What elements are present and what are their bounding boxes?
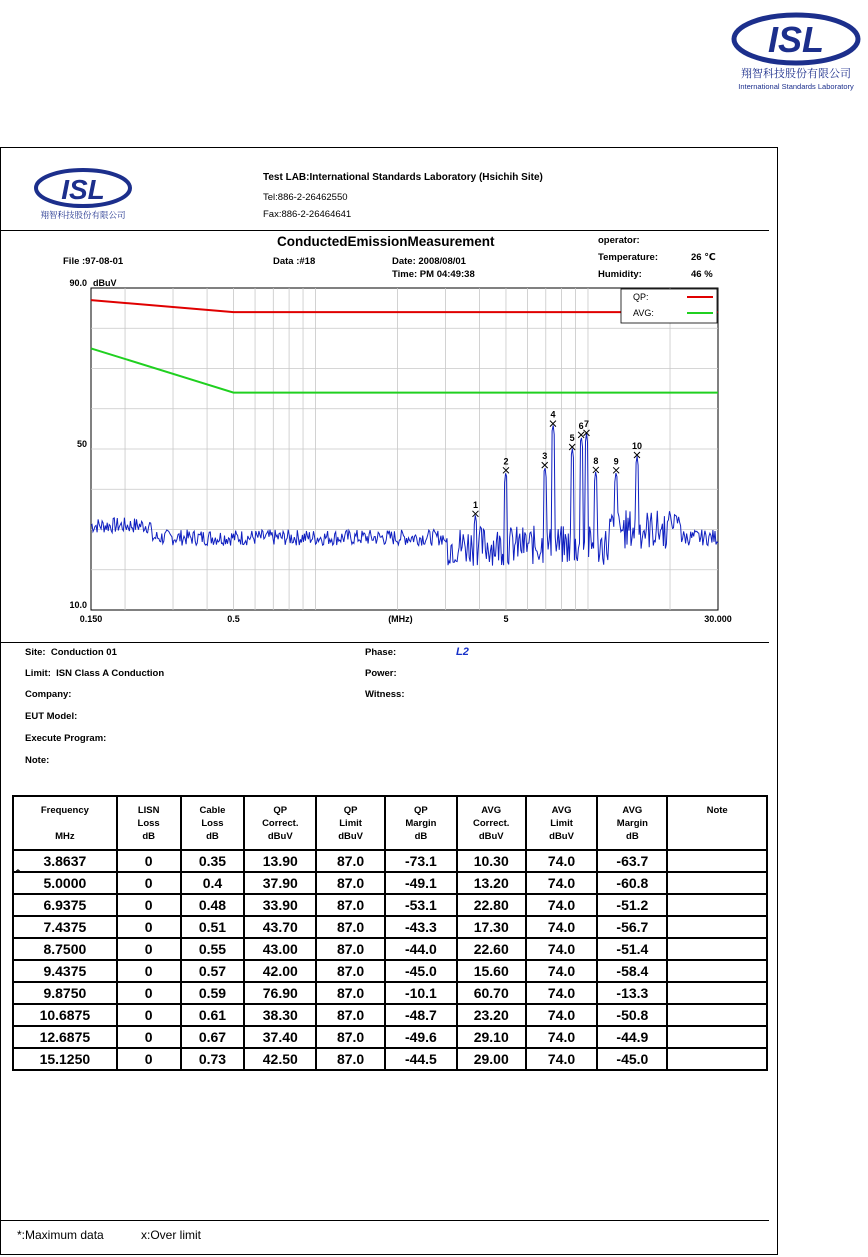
table-cell: 43.00 [244, 938, 316, 960]
x-tick-label: 30.000 [704, 614, 732, 624]
table-row [13, 872, 767, 894]
lab-line: Test LAB:International Standards Laboratory (Hsichih Site) [263, 172, 543, 183]
witness-label: Witness: [365, 689, 405, 700]
table-cell: 0 [117, 1004, 181, 1026]
table-cell: 0 [117, 938, 181, 960]
x-tick-label: 0.150 [79, 614, 103, 624]
table-row [13, 894, 767, 916]
table-cell: -49.6 [385, 1026, 457, 1048]
legend-label: QP: [633, 292, 649, 302]
table-cell: 0.35 [181, 850, 245, 872]
table-cell: 87.0 [316, 982, 385, 1004]
table-cell: -44.0 [385, 938, 457, 960]
table-cell: -44.5 [385, 1048, 457, 1070]
report-title: ConductedEmissionMeasurement [277, 234, 495, 249]
table-header-row [13, 796, 767, 850]
table-cell: 87.0 [316, 1048, 385, 1070]
table-cell: 74.0 [526, 1026, 598, 1048]
table-cell: 42.50 [244, 1048, 316, 1070]
table-cell: 8.7500 [13, 938, 117, 960]
table-cell: 33.90 [244, 894, 316, 916]
table-cell: 9.8750 [13, 982, 117, 1004]
table-row [13, 1004, 767, 1026]
table-cell: 74.0 [526, 916, 598, 938]
table-cell: 3.8637 [13, 850, 117, 872]
table-cell: 76.90 [244, 982, 316, 1004]
logo-text: ISL [767, 19, 825, 60]
temperature-value: 26 ℃ [691, 252, 716, 263]
table-cell: -53.1 [385, 894, 457, 916]
table-cell: -49.1 [385, 872, 457, 894]
fax-line: Fax:886-2-26464641 [263, 209, 352, 220]
table-cell: 13.20 [457, 872, 526, 894]
table-cell: 0.51 [181, 916, 245, 938]
x-tick-label: 5 [503, 614, 509, 624]
y-tick-label: 50 [76, 439, 87, 449]
x-tick-label: 0.5 [227, 614, 240, 624]
table-cell: 9.4375 [13, 960, 117, 982]
peak-marker-label: 7 [583, 418, 590, 429]
peak-marker-label: 4 [550, 409, 556, 420]
peak-marker-label: 9 [613, 456, 619, 467]
table-cell: 87.0 [316, 1004, 385, 1026]
x-tick-label: (MHz) [388, 614, 413, 624]
table-cell: 87.0 [316, 916, 385, 938]
peak-marker-label: 2 [503, 456, 509, 467]
table-cell: 0.55 [181, 938, 245, 960]
table-cell: -45.0 [597, 1048, 667, 1070]
table-cell: 23.20 [457, 1004, 526, 1026]
limit-row: Limit: ISN Class A Conduction [25, 668, 165, 679]
max-data-star: * [16, 868, 20, 879]
limit-value: ISN Class A Conduction [56, 668, 165, 679]
note-label: Note: [25, 755, 50, 766]
operator-label: operator: [598, 235, 640, 246]
isl-logo-icon [730, 12, 862, 92]
table-row [13, 938, 767, 960]
table-cell: 15.60 [457, 960, 526, 982]
table-cell [667, 916, 767, 938]
logo-chinese: 翔智科技股份有限公司 [741, 67, 851, 80]
table-cell [667, 850, 767, 872]
table-cell: 0 [117, 872, 181, 894]
table-cell [667, 1048, 767, 1070]
table-cell: 87.0 [316, 960, 385, 982]
header-cell: LISN Loss dB [117, 796, 181, 850]
table-cell: 12.6875 [13, 1026, 117, 1048]
eut-label: EUT Model: [25, 711, 78, 722]
site-value: Conduction 01 [50, 647, 117, 658]
header-cell: QP Limit dBuV [316, 796, 385, 850]
svg-text:ISL: ISL [61, 174, 105, 205]
divider [1, 1220, 769, 1221]
table-cell: -45.0 [385, 960, 457, 982]
site-row: Site: Conduction 01 [25, 647, 117, 658]
table-cell: 87.0 [316, 872, 385, 894]
table-cell: 10.6875 [13, 1004, 117, 1026]
header-cell: Cable Loss dB [181, 796, 245, 850]
file-label: File :97-08-01 [63, 256, 124, 267]
logo-english: International Standards Laboratory [738, 82, 854, 91]
isl-logo-header [730, 12, 862, 92]
report-frame [0, 147, 778, 1255]
time-label: Time: PM 04:49:38 [392, 269, 475, 280]
table-row [13, 1048, 767, 1070]
results-table [12, 795, 768, 1071]
power-label: Power: [365, 668, 397, 679]
table-row [13, 850, 767, 872]
peak-marker-label: 5 [569, 432, 575, 443]
table-cell: 0 [117, 982, 181, 1004]
table-cell: 0.4 [181, 872, 245, 894]
table-cell: -44.9 [597, 1026, 667, 1048]
company-label: Company: [25, 689, 72, 700]
program-label: Execute Program: [25, 733, 107, 744]
table-cell: -73.1 [385, 850, 457, 872]
table-row [13, 982, 767, 1004]
table-cell: 0.73 [181, 1048, 245, 1070]
table-cell: 74.0 [526, 1048, 598, 1070]
table-cell: 87.0 [316, 938, 385, 960]
tel-line: Tel:886-2-26462550 [263, 192, 348, 203]
table-cell: 6.9375 [13, 894, 117, 916]
table-cell: 74.0 [526, 872, 598, 894]
header-cell: AVG Limit dBuV [526, 796, 598, 850]
svg-text:翔智科技股份有限公司: 翔智科技股份有限公司 [40, 211, 126, 221]
table-cell: 0.57 [181, 960, 245, 982]
max-note: *:Maximum data [17, 1228, 104, 1242]
table-cell: -60.8 [597, 872, 667, 894]
y-tick-label: 10.0 [69, 600, 87, 610]
table-cell: 0.61 [181, 1004, 245, 1026]
header-cell: AVG Margin dB [597, 796, 667, 850]
table-cell: -13.3 [597, 982, 667, 1004]
table-cell: 42.00 [244, 960, 316, 982]
table-cell: 15.1250 [13, 1048, 117, 1070]
table-cell: -43.3 [385, 916, 457, 938]
table-cell: 22.80 [457, 894, 526, 916]
table-cell: 0 [117, 850, 181, 872]
header-cell: Frequency MHz [13, 796, 117, 850]
table-cell [667, 894, 767, 916]
table-cell: 0.48 [181, 894, 245, 916]
table-cell [667, 982, 767, 1004]
peak-marker-label: 6 [578, 420, 584, 431]
table-cell: 0 [117, 1048, 181, 1070]
table-cell: 74.0 [526, 1004, 598, 1026]
table-cell: 29.00 [457, 1048, 526, 1070]
peak-marker-label: 10 [631, 441, 642, 452]
table-cell: 74.0 [526, 894, 598, 916]
table-cell: 7.4375 [13, 916, 117, 938]
table-cell [667, 960, 767, 982]
date-label: Date: 2008/08/01 [392, 256, 466, 267]
table-cell: 38.30 [244, 1004, 316, 1026]
phase-value: L2 [456, 646, 469, 658]
table-cell [667, 872, 767, 894]
table-cell: -48.7 [385, 1004, 457, 1026]
table-row [13, 960, 767, 982]
table-cell: 37.90 [244, 872, 316, 894]
table-cell: 87.0 [316, 850, 385, 872]
table-cell: 0 [117, 960, 181, 982]
table-cell: 87.0 [316, 1026, 385, 1048]
table-cell: 74.0 [526, 960, 598, 982]
table-cell: 0.59 [181, 982, 245, 1004]
header-cell: QP Correct. dBuV [244, 796, 316, 850]
humidity-value: 46 % [691, 269, 713, 280]
table-cell: 10.30 [457, 850, 526, 872]
over-note: x:Over limit [141, 1228, 201, 1242]
table-cell: 87.0 [316, 894, 385, 916]
peak-marker-label: 1 [472, 499, 478, 510]
phase-label: Phase: [365, 647, 397, 658]
temperature-label: Temperature: [598, 252, 659, 263]
table-cell: -10.1 [385, 982, 457, 1004]
table-cell: -63.7 [597, 850, 667, 872]
table-cell: 13.90 [244, 850, 316, 872]
divider [1, 642, 769, 643]
table-cell: 0.67 [181, 1026, 245, 1048]
table-cell [667, 1026, 767, 1048]
table-cell [667, 938, 767, 960]
emission-chart [1, 148, 777, 648]
table-cell: -51.4 [597, 938, 667, 960]
table-row [13, 1026, 767, 1048]
table-cell: 0 [117, 894, 181, 916]
table-cell: -56.7 [597, 916, 667, 938]
header-cell: QP Margin dB [385, 796, 457, 850]
table-cell: 0 [117, 1026, 181, 1048]
table-cell: 60.70 [457, 982, 526, 1004]
legend-label: AVG: [633, 308, 654, 318]
table-cell: -58.4 [597, 960, 667, 982]
header-cell: AVG Correct. dBuV [457, 796, 526, 850]
table-cell: 5.0000 [13, 872, 117, 894]
y-tick-label: 90.0 [69, 278, 87, 288]
peak-marker-label: 8 [593, 455, 599, 466]
table-cell: 17.30 [457, 916, 526, 938]
table-cell [667, 1004, 767, 1026]
table-cell: 74.0 [526, 982, 598, 1004]
table-cell: 37.40 [244, 1026, 316, 1048]
table-cell: 74.0 [526, 938, 598, 960]
header-cell: Note [667, 796, 767, 850]
table-row [13, 916, 767, 938]
y-axis-label: dBuV [93, 278, 117, 288]
table-cell: -50.8 [597, 1004, 667, 1026]
table-cell: 43.70 [244, 916, 316, 938]
peak-marker-label: 3 [542, 451, 548, 462]
table-cell: 74.0 [526, 850, 598, 872]
data-number: Data :#18 [273, 256, 316, 267]
table-cell: -51.2 [597, 894, 667, 916]
table-cell: 29.10 [457, 1026, 526, 1048]
table-cell: 22.60 [457, 938, 526, 960]
table-cell: 0 [117, 916, 181, 938]
humidity-label: Humidity: [598, 269, 642, 280]
